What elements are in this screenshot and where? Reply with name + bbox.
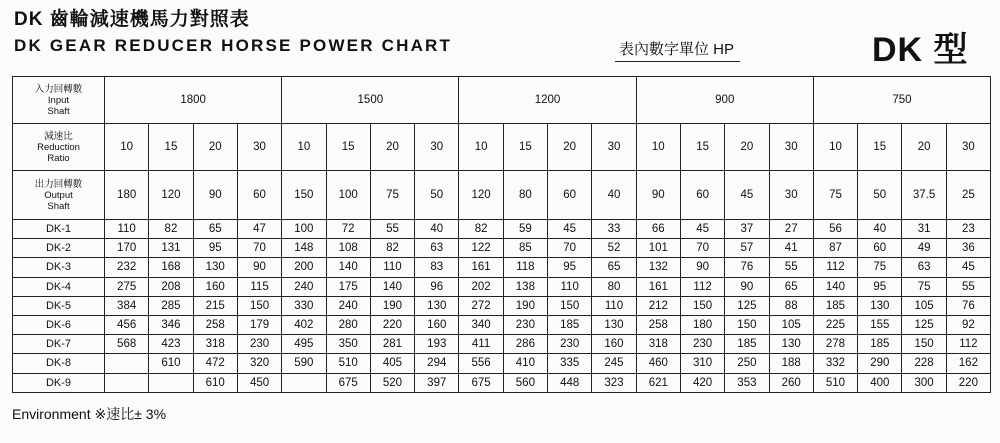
hp-value-cell: 65	[193, 220, 237, 239]
hp-value-cell: 150	[725, 315, 769, 334]
hp-value-cell: 66	[636, 220, 680, 239]
hp-value-cell: 76	[946, 296, 990, 315]
ratio-cell: 30	[946, 124, 990, 171]
hp-value-cell: 95	[858, 277, 902, 296]
hp-value-cell	[282, 373, 326, 392]
hp-value-cell: 33	[592, 220, 636, 239]
output-speed-cell: 40	[592, 171, 636, 220]
model-name-cell: DK-7	[13, 335, 105, 354]
hp-value-cell: 118	[503, 258, 547, 277]
hp-value-cell	[149, 373, 193, 392]
hp-value-cell: 130	[592, 315, 636, 334]
hp-value-cell: 55	[370, 220, 414, 239]
hp-value-cell: 90	[680, 258, 724, 277]
hp-value-cell: 150	[548, 296, 592, 315]
hp-value-cell: 420	[680, 373, 724, 392]
model-tag: DK 型	[872, 31, 969, 69]
ratio-cell: 10	[105, 124, 149, 171]
hp-value-cell: 402	[282, 315, 326, 334]
hp-value-cell: 110	[592, 296, 636, 315]
hp-value-cell: 225	[813, 315, 857, 334]
hp-value-cell: 675	[459, 373, 503, 392]
hp-value-cell: 45	[946, 258, 990, 277]
hp-value-cell: 88	[769, 296, 813, 315]
unit-note: 表內數字單位 HP	[615, 38, 740, 62]
hp-value-cell: 36	[946, 239, 990, 258]
table-row	[13, 296, 991, 315]
hp-value-cell: 56	[813, 220, 857, 239]
hp-value-cell: 230	[503, 315, 547, 334]
hp-value-cell: 131	[149, 239, 193, 258]
hp-value-cell: 90	[725, 277, 769, 296]
ratio-cell: 10	[813, 124, 857, 171]
hp-value-cell: 41	[769, 239, 813, 258]
hp-value-cell: 75	[858, 258, 902, 277]
footer-note: Environment ※速比± 3%	[12, 406, 167, 422]
hp-value-cell: 175	[326, 277, 370, 296]
hp-value-cell: 675	[326, 373, 370, 392]
hp-value-cell: 310	[680, 354, 724, 373]
hp-value-cell: 40	[858, 220, 902, 239]
ratio-cell: 30	[769, 124, 813, 171]
row-header-reduction-ratio	[13, 124, 105, 171]
hp-value-cell: 230	[680, 335, 724, 354]
hp-value-cell: 112	[680, 277, 724, 296]
hp-value-cell: 510	[813, 373, 857, 392]
hp-value-cell: 290	[858, 354, 902, 373]
hp-value-cell: 180	[680, 315, 724, 334]
hp-value-cell: 115	[237, 277, 281, 296]
chart-title-english: DK GEAR REDUCER HORSE POWER CHART	[14, 36, 453, 55]
row-header-line: Input	[47, 94, 70, 106]
hp-value-cell: 520	[370, 373, 414, 392]
ratio-cell: 10	[636, 124, 680, 171]
output-speed-cell: 75	[370, 171, 414, 220]
chart-title-chinese: DK 齒輪減速機馬力對照表	[14, 9, 250, 30]
hp-value-cell: 55	[769, 258, 813, 277]
model-name-cell: DK-4	[13, 277, 105, 296]
ratio-cell: 15	[680, 124, 724, 171]
hp-value-cell: 130	[415, 296, 459, 315]
hp-value-cell: 140	[813, 277, 857, 296]
model-name-cell: DK-5	[13, 296, 105, 315]
hp-value-cell: 110	[548, 277, 592, 296]
ratio-cell: 15	[149, 124, 193, 171]
hp-value-cell: 272	[459, 296, 503, 315]
hp-value-cell: 332	[813, 354, 857, 373]
hp-value-cell: 190	[370, 296, 414, 315]
hp-value-cell: 75	[902, 277, 946, 296]
row-header-line: 減速比	[44, 130, 73, 142]
hp-value-cell: 323	[592, 373, 636, 392]
hp-value-cell: 31	[902, 220, 946, 239]
model-name-cell: DK-8	[13, 354, 105, 373]
hp-value-cell: 60	[858, 239, 902, 258]
input-shaft-row	[13, 77, 991, 124]
hp-value-cell: 80	[592, 277, 636, 296]
output-speed-cell: 45	[725, 171, 769, 220]
hp-value-cell: 185	[548, 315, 592, 334]
hp-value-cell: 335	[548, 354, 592, 373]
hp-value-cell: 70	[237, 239, 281, 258]
hp-value-cell: 460	[636, 354, 680, 373]
hp-value-cell: 621	[636, 373, 680, 392]
output-speed-cell: 50	[858, 171, 902, 220]
horse-power-table	[12, 76, 991, 393]
row-header-input-shaft	[13, 77, 105, 124]
hp-value-cell: 294	[415, 354, 459, 373]
row-header-line: Reduction	[37, 141, 80, 153]
output-speed-cell: 25	[946, 171, 990, 220]
hp-value-cell: 110	[370, 258, 414, 277]
hp-value-cell: 130	[858, 296, 902, 315]
hp-value-cell: 82	[370, 239, 414, 258]
table-row	[13, 354, 991, 373]
hp-value-cell: 330	[282, 296, 326, 315]
hp-value-cell: 95	[548, 258, 592, 277]
hp-value-cell: 350	[326, 335, 370, 354]
hp-value-cell: 108	[326, 239, 370, 258]
hp-value-cell: 510	[326, 354, 370, 373]
hp-value-cell: 280	[326, 315, 370, 334]
hp-value-cell: 82	[149, 220, 193, 239]
hp-value-cell: 82	[459, 220, 503, 239]
hp-value-cell: 101	[636, 239, 680, 258]
table-row	[13, 373, 991, 392]
hp-value-cell: 45	[548, 220, 592, 239]
output-speed-cell: 100	[326, 171, 370, 220]
hp-value-cell: 240	[326, 296, 370, 315]
hp-value-cell: 240	[282, 277, 326, 296]
hp-value-cell: 193	[415, 335, 459, 354]
hp-value-cell: 87	[813, 239, 857, 258]
hp-value-cell: 160	[592, 335, 636, 354]
output-speed-cell: 90	[636, 171, 680, 220]
hp-value-cell: 170	[105, 239, 149, 258]
hp-value-cell: 45	[680, 220, 724, 239]
output-speed-cell: 80	[503, 171, 547, 220]
hp-value-cell: 37	[725, 220, 769, 239]
ratio-cell: 20	[902, 124, 946, 171]
hp-value-cell: 95	[193, 239, 237, 258]
model-name-cell: DK-2	[13, 239, 105, 258]
row-header-line: Output	[44, 189, 73, 201]
hp-value-cell: 59	[503, 220, 547, 239]
hp-value-cell: 318	[636, 335, 680, 354]
hp-value-cell: 155	[858, 315, 902, 334]
hp-value-cell: 258	[636, 315, 680, 334]
hp-value-cell: 384	[105, 296, 149, 315]
hp-value-cell: 208	[149, 277, 193, 296]
model-name-cell: DK-3	[13, 258, 105, 277]
ratio-cell: 20	[548, 124, 592, 171]
hp-value-cell	[105, 373, 149, 392]
hp-value-cell: 55	[946, 277, 990, 296]
hp-value-cell: 448	[548, 373, 592, 392]
ratio-cell: 15	[503, 124, 547, 171]
hp-value-cell: 160	[415, 315, 459, 334]
hp-value-cell: 112	[946, 335, 990, 354]
hp-value-cell: 63	[415, 239, 459, 258]
hp-value-cell: 275	[105, 277, 149, 296]
table-row	[13, 239, 991, 258]
hp-value-cell: 130	[193, 258, 237, 277]
hp-value-cell: 125	[902, 315, 946, 334]
hp-value-cell: 568	[105, 335, 149, 354]
hp-value-cell: 49	[902, 239, 946, 258]
ratio-cell: 30	[592, 124, 636, 171]
output-speed-cell: 120	[149, 171, 193, 220]
hp-value-cell: 162	[946, 354, 990, 373]
hp-value-cell: 300	[902, 373, 946, 392]
hp-value-cell: 258	[193, 315, 237, 334]
hp-value-cell: 150	[902, 335, 946, 354]
hp-value-cell: 610	[149, 354, 193, 373]
output-speed-cell: 90	[193, 171, 237, 220]
row-header-line: Ratio	[47, 152, 70, 164]
hp-value-cell: 138	[503, 277, 547, 296]
output-speed-cell: 60	[548, 171, 592, 220]
hp-value-cell: 148	[282, 239, 326, 258]
hp-value-cell: 346	[149, 315, 193, 334]
hp-value-cell: 228	[902, 354, 946, 373]
hp-value-cell: 65	[592, 258, 636, 277]
hp-value-cell	[105, 354, 149, 373]
hp-value-cell: 125	[725, 296, 769, 315]
hp-value-cell: 168	[149, 258, 193, 277]
row-header-line: 出力回轉數	[34, 178, 83, 190]
ratio-cell: 15	[858, 124, 902, 171]
output-speed-cell: 150	[282, 171, 326, 220]
ratio-cell: 20	[725, 124, 769, 171]
hp-value-cell: 410	[503, 354, 547, 373]
hp-value-cell: 105	[769, 315, 813, 334]
hp-value-cell: 122	[459, 239, 503, 258]
hp-value-cell: 278	[813, 335, 857, 354]
hp-value-cell: 100	[282, 220, 326, 239]
ratio-cell: 15	[326, 124, 370, 171]
hp-value-cell: 560	[503, 373, 547, 392]
hp-value-cell: 220	[370, 315, 414, 334]
hp-value-cell: 188	[769, 354, 813, 373]
hp-value-cell: 450	[237, 373, 281, 392]
hp-value-cell: 202	[459, 277, 503, 296]
table-row	[13, 220, 991, 239]
hp-value-cell: 281	[370, 335, 414, 354]
hp-value-cell: 27	[769, 220, 813, 239]
model-name-cell: DK-6	[13, 315, 105, 334]
hp-value-cell: 340	[459, 315, 503, 334]
output-speed-cell: 60	[680, 171, 724, 220]
hp-value-cell: 185	[725, 335, 769, 354]
ratio-cell: 30	[415, 124, 459, 171]
output-speed-cell: 120	[459, 171, 503, 220]
table-row	[13, 258, 991, 277]
hp-value-cell: 52	[592, 239, 636, 258]
hp-value-cell: 63	[902, 258, 946, 277]
hp-value-cell: 495	[282, 335, 326, 354]
hp-value-cell: 260	[769, 373, 813, 392]
output-shaft-row	[13, 171, 991, 220]
hp-value-cell: 590	[282, 354, 326, 373]
hp-value-cell: 140	[370, 277, 414, 296]
row-header-line: 入力回轉數	[34, 83, 83, 95]
table-row	[13, 335, 991, 354]
hp-value-cell: 286	[503, 335, 547, 354]
model-name-cell: DK-1	[13, 220, 105, 239]
ratio-cell: 10	[459, 124, 503, 171]
table-row	[13, 315, 991, 334]
hp-value-cell: 57	[725, 239, 769, 258]
hp-value-cell: 161	[636, 277, 680, 296]
hp-value-cell: 112	[813, 258, 857, 277]
hp-value-cell: 65	[769, 277, 813, 296]
hp-value-cell: 130	[769, 335, 813, 354]
output-speed-cell: 180	[105, 171, 149, 220]
hp-value-cell: 397	[415, 373, 459, 392]
hp-value-cell: 96	[415, 277, 459, 296]
ratio-cell: 30	[237, 124, 281, 171]
hp-value-cell: 40	[415, 220, 459, 239]
hp-value-cell: 110	[105, 220, 149, 239]
hp-value-cell: 190	[503, 296, 547, 315]
output-speed-cell: 75	[813, 171, 857, 220]
hp-value-cell: 610	[193, 373, 237, 392]
hp-value-cell: 400	[858, 373, 902, 392]
hp-value-cell: 405	[370, 354, 414, 373]
hp-value-cell: 318	[193, 335, 237, 354]
input-speed-cell: 900	[636, 77, 813, 124]
row-header-line: Shaft	[47, 200, 70, 212]
hp-value-cell: 250	[725, 354, 769, 373]
output-speed-cell: 30	[769, 171, 813, 220]
ratio-cell: 10	[282, 124, 326, 171]
model-name-cell: DK-9	[13, 373, 105, 392]
input-speed-cell: 1200	[459, 77, 636, 124]
hp-value-cell: 92	[946, 315, 990, 334]
input-speed-cell: 1800	[105, 77, 282, 124]
row-header-output-shaft	[13, 171, 105, 220]
hp-value-cell: 70	[548, 239, 592, 258]
output-speed-cell: 37.5	[902, 171, 946, 220]
hp-value-cell: 90	[237, 258, 281, 277]
hp-value-cell: 179	[237, 315, 281, 334]
hp-value-cell: 105	[902, 296, 946, 315]
hp-value-cell: 232	[105, 258, 149, 277]
hp-value-cell: 472	[193, 354, 237, 373]
hp-value-cell: 85	[503, 239, 547, 258]
hp-value-cell: 220	[946, 373, 990, 392]
hp-value-cell: 556	[459, 354, 503, 373]
hp-value-cell: 230	[237, 335, 281, 354]
hp-value-cell: 456	[105, 315, 149, 334]
ratio-cell: 20	[370, 124, 414, 171]
hp-value-cell: 185	[813, 296, 857, 315]
hp-value-cell: 185	[858, 335, 902, 354]
hp-value-cell: 423	[149, 335, 193, 354]
reduction-ratio-row	[13, 124, 991, 171]
output-speed-cell: 50	[415, 171, 459, 220]
hp-value-cell: 353	[725, 373, 769, 392]
hp-value-cell: 150	[237, 296, 281, 315]
hp-value-cell: 72	[326, 220, 370, 239]
ratio-cell: 20	[193, 124, 237, 171]
hp-value-cell: 140	[326, 258, 370, 277]
hp-value-cell: 230	[548, 335, 592, 354]
hp-value-cell: 411	[459, 335, 503, 354]
hp-value-cell: 161	[459, 258, 503, 277]
hp-value-cell: 320	[237, 354, 281, 373]
hp-value-cell: 47	[237, 220, 281, 239]
hp-value-cell: 160	[193, 277, 237, 296]
hp-value-cell: 200	[282, 258, 326, 277]
hp-value-cell: 150	[680, 296, 724, 315]
hp-value-cell: 23	[946, 220, 990, 239]
row-header-line: Shaft	[47, 105, 70, 117]
hp-value-cell: 83	[415, 258, 459, 277]
hp-value-cell: 215	[193, 296, 237, 315]
table-row	[13, 277, 991, 296]
hp-value-cell: 285	[149, 296, 193, 315]
hp-value-cell: 212	[636, 296, 680, 315]
output-speed-cell: 60	[237, 171, 281, 220]
input-speed-cell: 1500	[282, 77, 459, 124]
input-speed-cell: 750	[813, 77, 990, 124]
hp-value-cell: 132	[636, 258, 680, 277]
hp-value-cell: 245	[592, 354, 636, 373]
hp-value-cell: 76	[725, 258, 769, 277]
hp-value-cell: 70	[680, 239, 724, 258]
